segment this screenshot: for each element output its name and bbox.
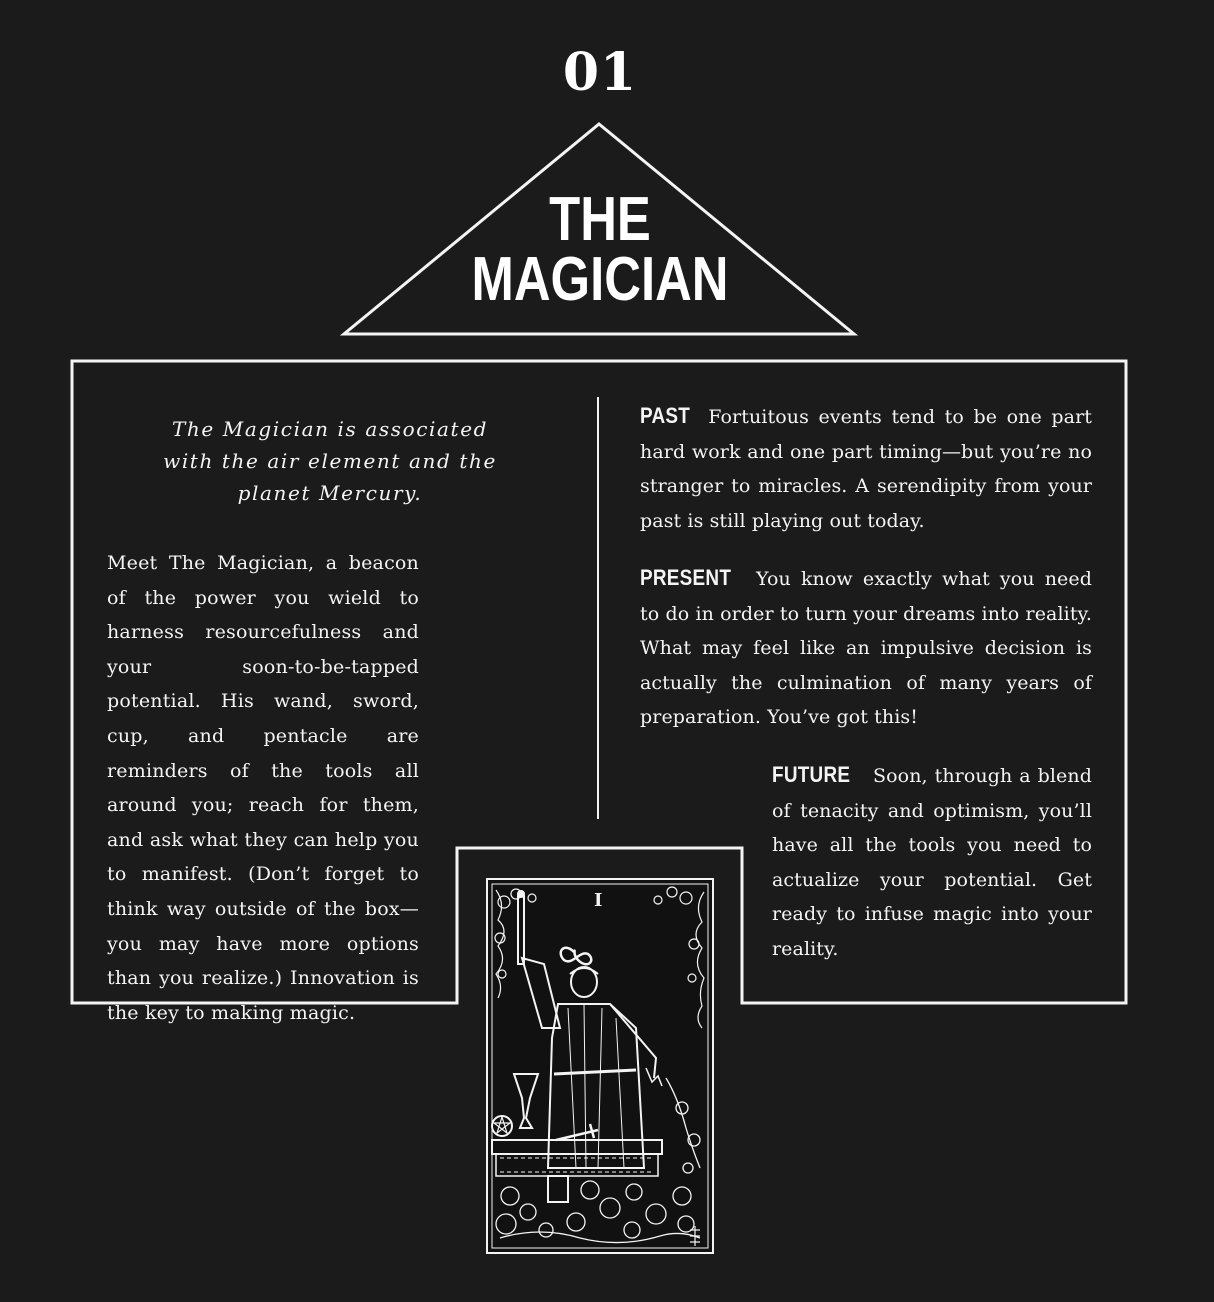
past-label: PAST — [640, 403, 691, 428]
present-label: PRESENT — [640, 565, 732, 590]
future-text: Soon, through a blend of tenacity and optimism, you’ll have all the tools you need to actualize your potential. Get ready to infuse magic into your reality. — [772, 765, 1092, 960]
past-text: Fortuitous events tend to be one part hard work and one part timing—but you’re no stranger to miracles. A serendipity from your past is still playing out today. — [640, 406, 1092, 532]
future-label: FUTURE — [772, 762, 851, 787]
card-title — [436, 185, 764, 314]
reading-past — [640, 399, 1092, 538]
card-description: Meet The Magician, a beacon of the power you wield to harness resourcefulness and your soon-to-be-tapped potential. His wand, sword, cup, and pentacle are reminders of the tools all around you; reach for them, and ask what they can help you to manifest. (Don’t forget to think way outside of the box—you may have more options than you realize.) Innovation is the key to making magic. — [107, 552, 419, 1024]
column-divider — [597, 397, 599, 819]
card-title-line1: THE — [549, 185, 651, 254]
magician-tarot-card-illustration — [486, 878, 714, 1254]
reading-present — [640, 561, 1092, 735]
card-numeral: I — [594, 890, 603, 911]
card-tagline — [130, 413, 530, 509]
tagline-line1: The Magician is associated — [171, 417, 489, 441]
present-text: You know exactly what you need to do in order to turn your dreams into reality. What may feel like an impulsive decision is actually the culmination of many years of preparation. You’ve got this! — [640, 568, 1092, 729]
card-number: 01 — [562, 42, 638, 103]
tagline-line2: with the air element and the — [163, 449, 497, 473]
tagline-line3: planet Mercury. — [237, 481, 423, 505]
card-title-line2: MAGICIAN — [471, 245, 729, 314]
